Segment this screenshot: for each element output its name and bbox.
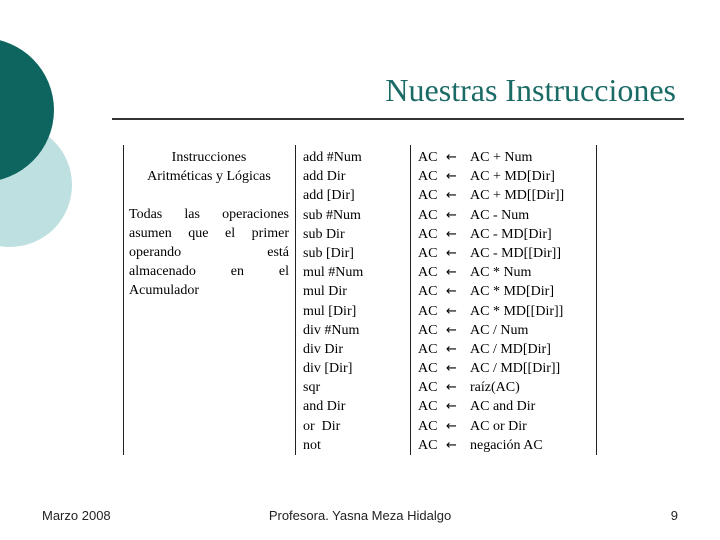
- instruction-item: sub #Num: [303, 207, 361, 223]
- left-arrow-icon: ←: [446, 265, 457, 281]
- instruction-item: or Dir: [303, 418, 341, 434]
- left-arrow-icon: ←: [446, 245, 457, 261]
- instruction-column: [303, 148, 363, 455]
- page-title: Nuestras Instrucciones: [385, 72, 676, 108]
- instruction-item: add #Num: [303, 150, 362, 165]
- operation-row: AC ← AC / MD[Dir]: [418, 340, 564, 359]
- table-border-right: [596, 145, 597, 455]
- instruction-item: sub Dir: [303, 226, 345, 242]
- title-divider: [112, 118, 684, 120]
- operation-row: AC ← AC or Dir: [418, 417, 564, 436]
- left-arrow-icon: ←: [446, 341, 457, 357]
- instruction-item: div [Dir]: [303, 361, 353, 377]
- operation-row: AC ← AC * MD[[Dir]]: [418, 302, 564, 321]
- operation-row: AC ← AC / MD[[Dir]]: [418, 359, 564, 378]
- instruction-item: div #Num: [303, 322, 360, 338]
- page-number: 9: [670, 508, 678, 523]
- operation-row: AC ← AC - MD[Dir]: [418, 225, 564, 244]
- operation-row: AC ← AC and Dir: [418, 397, 564, 416]
- left-arrow-icon: ←: [446, 418, 457, 434]
- operation-row: AC ← AC + MD[[Dir]]: [418, 186, 564, 205]
- table-divider-1: [295, 145, 296, 455]
- operation-row: AC ← AC + Num: [418, 148, 564, 167]
- instruction-item: mul #Num: [303, 265, 364, 281]
- left-arrow-icon: ←: [446, 380, 457, 396]
- operation-row: AC ← AC + MD[Dir]: [418, 167, 564, 186]
- table-border-left: [123, 145, 124, 455]
- left-arrow-icon: ←: [446, 169, 457, 185]
- operation-row: AC ← AC - MD[[Dir]]: [418, 244, 564, 263]
- footer-date: Marzo 2008: [42, 508, 111, 523]
- left-arrow-icon: ←: [446, 207, 457, 223]
- left-arrow-icon: ←: [446, 399, 457, 415]
- operation-column: [418, 148, 564, 455]
- left-arrow-icon: ←: [446, 322, 457, 338]
- operation-row: AC ← AC * Num: [418, 263, 564, 282]
- instruction-item: add Dir: [303, 169, 346, 185]
- category-description: Todas las operaciones asumen que el primer operando está almacenado en el Acumulador: [129, 207, 289, 298]
- instruction-item: sub [Dir]: [303, 245, 354, 261]
- operation-row: AC ← AC - Num: [418, 206, 564, 225]
- instruction-item: div Dir: [303, 341, 344, 357]
- instruction-item: sqr: [303, 380, 321, 396]
- operation-row: AC ← negación AC: [418, 436, 564, 455]
- instruction-item: not: [303, 437, 321, 453]
- instruction-item: mul Dir: [303, 284, 347, 300]
- footer-author: Profesora. Yasna Meza Hidalgo: [268, 508, 452, 523]
- operation-row: AC ← raíz(AC): [418, 378, 564, 397]
- left-arrow-icon: ←: [446, 150, 457, 165]
- instruction-item: mul [Dir]: [303, 303, 357, 319]
- category-heading: Instrucciones Aritméticas y Lógicas: [147, 150, 271, 184]
- decorative-circles: [0, 0, 110, 300]
- operation-row: AC ← AC * MD[Dir]: [418, 282, 564, 301]
- left-arrow-icon: ←: [446, 437, 457, 453]
- left-arrow-icon: ←: [446, 303, 457, 319]
- left-arrow-icon: ←: [446, 361, 457, 377]
- instruction-item: add [Dir]: [303, 188, 355, 204]
- category-column: [129, 148, 289, 300]
- instruction-table: [123, 145, 597, 455]
- left-arrow-icon: ←: [446, 284, 457, 300]
- left-arrow-icon: ←: [446, 188, 457, 204]
- instruction-item: and Dir: [303, 399, 346, 415]
- table-divider-2: [410, 145, 411, 455]
- left-arrow-icon: ←: [446, 226, 457, 242]
- operation-row: AC ← AC / Num: [418, 321, 564, 340]
